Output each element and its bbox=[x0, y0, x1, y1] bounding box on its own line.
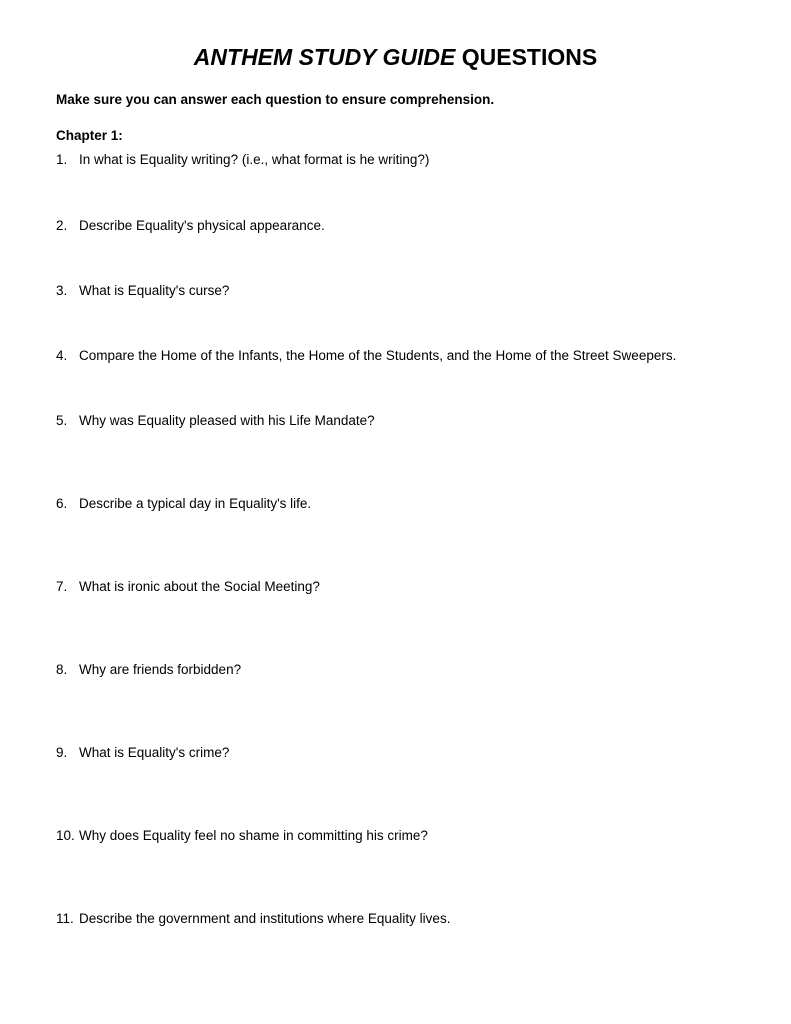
question-text: Describe a typical day in Equality's life. bbox=[79, 496, 312, 511]
question-number: 7. bbox=[56, 579, 68, 594]
question-item bbox=[56, 348, 676, 363]
question-item bbox=[56, 413, 375, 428]
question-text: Describe the government and institutions where Equality lives. bbox=[79, 911, 451, 926]
question-text: Describe Equality's physical appearance. bbox=[79, 218, 325, 233]
question-text: Why are friends forbidden? bbox=[79, 662, 242, 677]
chapter-heading: Chapter 1: bbox=[56, 128, 123, 143]
question-number: 11. bbox=[56, 911, 74, 926]
question-item bbox=[56, 662, 241, 677]
question-number: 8. bbox=[56, 662, 68, 677]
question-item bbox=[56, 828, 428, 843]
question-text: What is Equality's crime? bbox=[79, 745, 230, 760]
question-item bbox=[56, 745, 229, 760]
question-text: In what is Equality writing? (i.e., what format is he writing?) bbox=[79, 152, 430, 167]
question-number: 10. bbox=[56, 828, 75, 843]
instructions-text: Make sure you can answer each question to ensure comprehension. bbox=[56, 92, 495, 107]
question-number: 5. bbox=[56, 413, 68, 428]
question-number: 1. bbox=[56, 152, 68, 167]
title-italic-part: ANTHEM STUDY GUIDE bbox=[193, 44, 456, 70]
question-text: What is ironic about the Social Meeting? bbox=[79, 579, 320, 594]
question-number: 2. bbox=[56, 218, 68, 233]
question-number: 6. bbox=[56, 496, 68, 511]
question-number: 4. bbox=[56, 348, 68, 363]
title-plain-part: QUESTIONS bbox=[461, 44, 598, 70]
question-text: Why was Equality pleased with his Life Mandate? bbox=[79, 413, 375, 428]
question-item bbox=[56, 218, 325, 233]
question-number: 3. bbox=[56, 283, 68, 298]
question-text: Compare the Home of the Infants, the Home of the Students, and the Home of the Street Sweepers. bbox=[79, 348, 677, 363]
question-item bbox=[56, 283, 229, 298]
document-title bbox=[0, 44, 791, 71]
question-number: 9. bbox=[56, 745, 68, 760]
question-text: What is Equality's curse? bbox=[79, 283, 230, 298]
question-text: Why does Equality feel no shame in committing his crime? bbox=[79, 828, 428, 843]
question-item bbox=[56, 911, 450, 926]
question-item bbox=[56, 579, 320, 594]
question-item bbox=[56, 152, 429, 167]
question-item bbox=[56, 496, 311, 511]
